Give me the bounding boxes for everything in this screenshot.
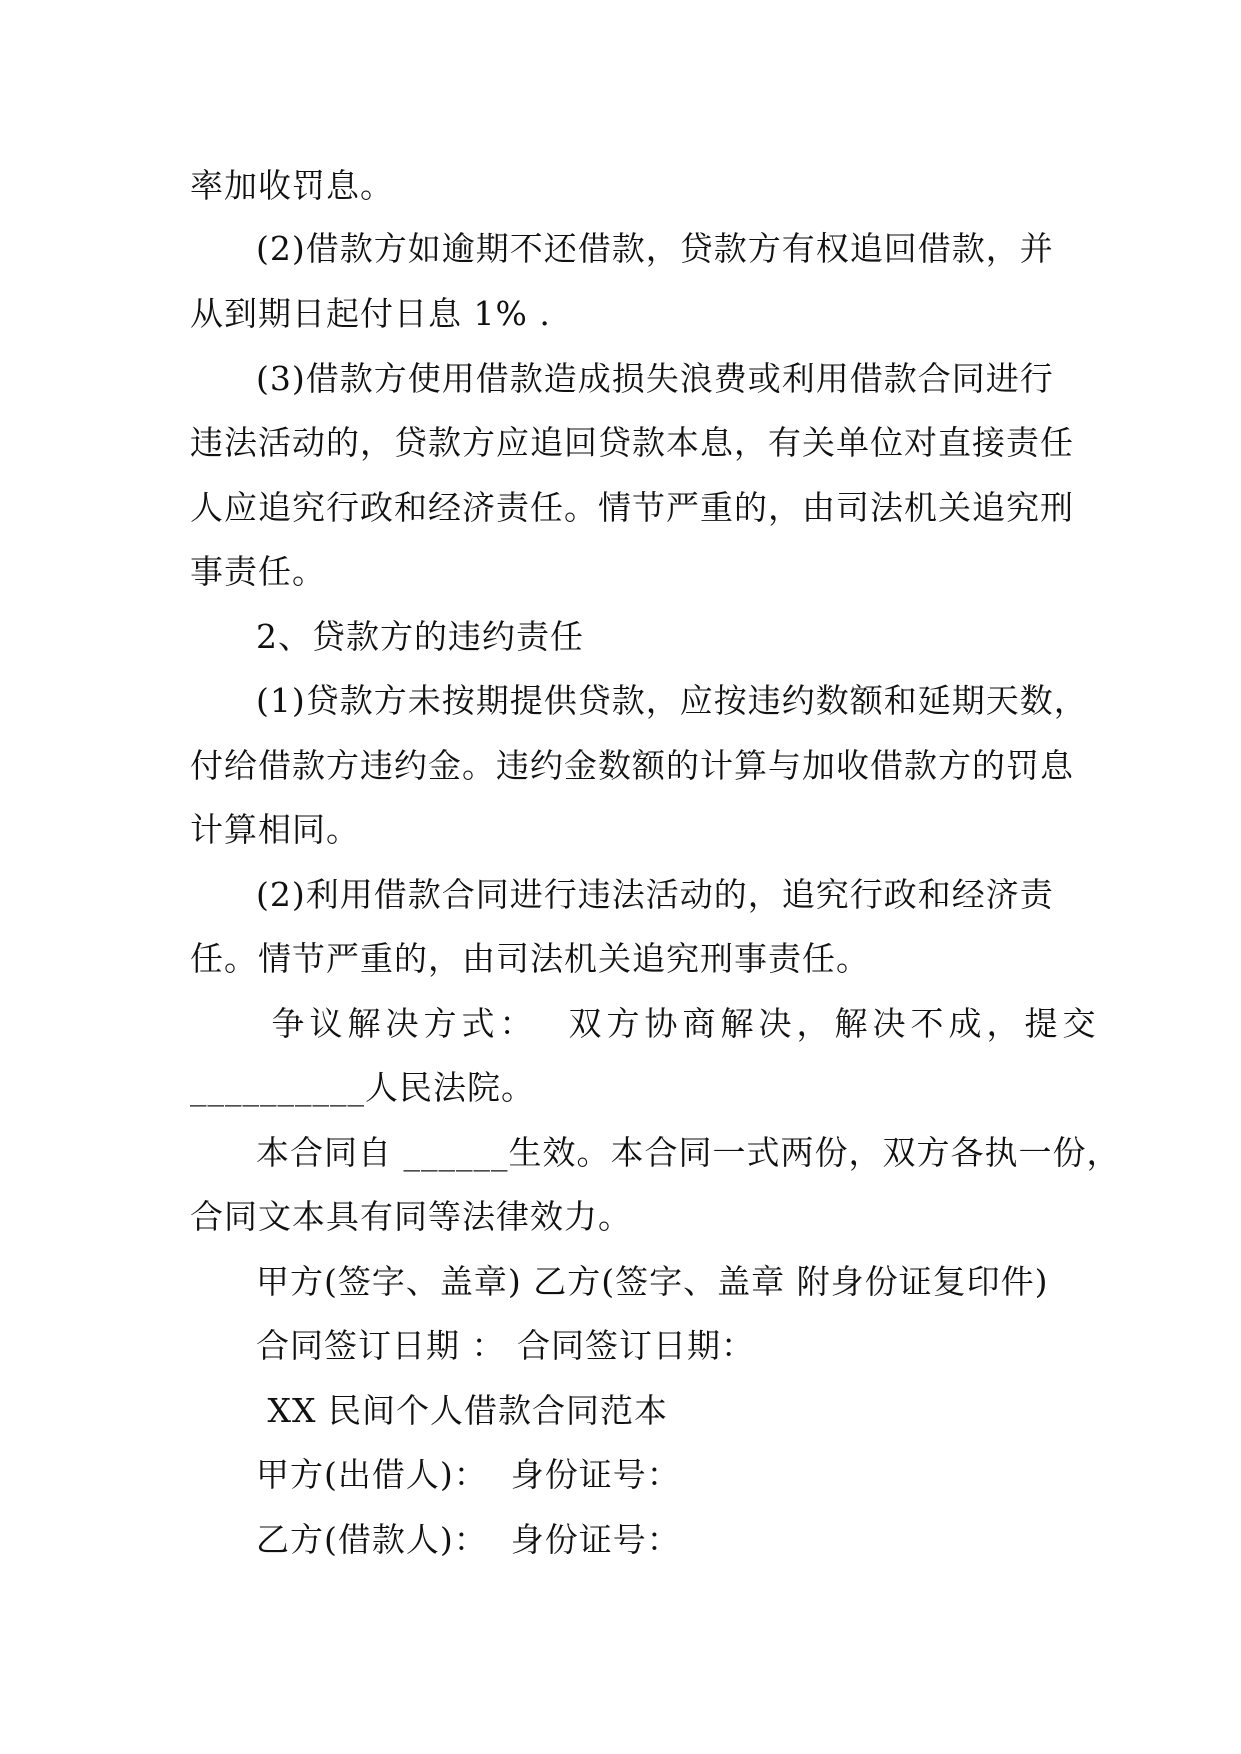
text-line: 计算相同。 (190, 810, 360, 849)
text-line: 违法活动的，贷款方应追回贷款本息，有关单位对直接责任 (190, 423, 1074, 462)
text-line: (1)贷款方未按期提供贷款，应按违约数额和延期天数， (256, 681, 1088, 720)
document-title: XX 民间个人借款合同范本 (256, 1391, 668, 1430)
text-line: 从到期日起付日息 1% . (190, 294, 551, 333)
text-line: 付给借款方违约金。违约金数额的计算与加收借款方的罚息 (190, 746, 1074, 785)
text-line: (2)借款方如逾期不还借款，贷款方有权追回借款，并 (256, 229, 1054, 268)
date-line: 合同签订日期 ： 合同签订日期： (256, 1326, 755, 1365)
signature-line: 甲方(签字、盖章) 乙方(签字、盖章 附身份证复印件) (256, 1262, 1049, 1301)
text-line: 率加收罚息。 (190, 166, 394, 205)
text-line: 争议解决方式： 双方协商解决，解决不成，提交 (256, 1004, 1101, 1043)
text-line: 合同文本具有同等法律效力。 (190, 1197, 632, 1236)
text-line: (3)借款方使用借款造成损失浪费或利用借款合同进行 (256, 359, 1054, 398)
text-line: __________人民法院。 (190, 1068, 535, 1107)
text-line: (2)利用借款合同进行违法活动的，追究行政和经济责 (256, 875, 1054, 914)
text-line: 人应追究行政和经济责任。情节严重的，由司法机关追究刑 (190, 488, 1074, 527)
text-line: 事责任。 (190, 552, 326, 591)
party-a-line: 甲方(出借人)： 身份证号： (256, 1455, 681, 1494)
text-line: 任。情节严重的，由司法机关追究刑事责任。 (190, 939, 870, 978)
party-b-line: 乙方(借款人)： 身份证号： (256, 1520, 681, 1559)
text-line: 本合同自 ______生效。本合同一式两份，双方各执一份， (256, 1133, 1121, 1172)
section-heading: 2、贷款方的违约责任 (256, 617, 584, 656)
